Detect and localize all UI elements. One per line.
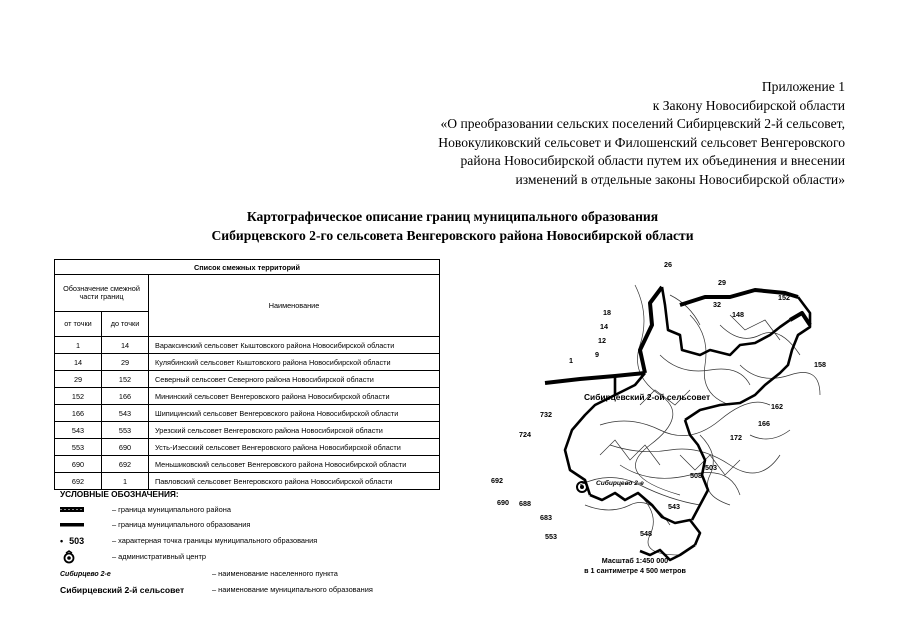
appendix-line: Новокуликовский сельсовет и Филошенский сельсовет Венгеровского [438,134,845,150]
point-label: 724 [519,430,531,439]
legend-desc: – административный центр [112,552,206,561]
table-row [55,354,440,371]
legend-item-municipal-boundary [60,518,440,532]
table-row [55,473,440,490]
cell-to: 166 [102,388,149,405]
point-label: 688 [519,499,531,508]
appendix-header [325,78,845,189]
point-label: 32 [713,300,721,309]
legend-symbol-text: Сибирцево 2-е [60,570,111,578]
settlement-map-label: Сибирцево 2-е [596,480,644,487]
map-legend [60,489,440,599]
appendix-line: «О преобразовании сельских поселений Сибирцевский 2-й сельсовет, [440,116,845,131]
table-header-to: до точки [102,312,149,337]
cell-from: 690 [55,456,102,473]
title-line-2: Сибирцевского 2-го сельсовета Венгеровского района Новосибирской области [211,227,694,243]
point-label: 732 [540,410,552,419]
scale-line-1: Масштаб 1:450 000 [601,556,669,565]
point-label: 29 [718,278,726,287]
legend-item-admin-center [60,550,440,564]
appendix-line: к Закону Новосибирской области [652,97,845,113]
district-boundary-symbol [60,503,84,517]
point-label: 158 [814,360,826,369]
cell-to: 553 [102,422,149,439]
cell-name: Кулябинский сельсовет Кыштовского района Новосибирской области [149,354,440,371]
point-label: 543 [668,502,680,511]
cell-from: 543 [55,422,102,439]
legend-item-municipality-name [60,583,440,597]
cell-name: Меньшиковский сельсовет Венгеровского района Новосибирской области [149,456,440,473]
point-label: 548 [640,529,652,538]
appendix-line: района Новосибирской области путем их объединения и внесении [460,153,845,168]
map-scale [555,556,715,575]
point-label: 148 [732,310,744,319]
cell-name: Павловский сельсовет Венгеровского района Новосибирской области [149,473,440,490]
table-row [55,371,440,388]
point-label: 9 [595,350,599,359]
point-label: 152 [778,293,790,302]
legend-item-settlement-name [60,567,440,581]
cell-name: Урезский сельсовет Венгеровского района Новосибирской области [149,422,440,439]
legend-desc: – граница муниципального образования [112,520,251,529]
legend-desc: – наименование населенного пункта [212,569,338,578]
cell-to: 14 [102,337,149,354]
cell-from: 553 [55,439,102,456]
legend-symbol-text: Сибирцевский 2-й сельсовет [60,585,185,595]
point-label: 690 [497,498,509,507]
scale-line-2: в 1 сантиметре 4 500 метров [584,565,686,575]
point-label: 692 [491,476,503,485]
boundary-point-symbol [60,534,84,548]
point-label: 166 [758,419,770,428]
cell-to: 152 [102,371,149,388]
cell-name: Усть-Изесский сельсовет Венгеровского района Новосибирской области [149,439,440,456]
table-header-group: Обозначение смежной части границ [55,275,149,312]
cell-from: 152 [55,388,102,405]
municipality-map-label: Сибирцевский 2-ой сельсовет [584,392,711,402]
cell-name: Северный сельсовет Северного района Новосибирской области [149,371,440,388]
map-canvas [491,255,870,585]
admin-center-icon [62,550,76,564]
point-label: 553 [545,532,557,541]
table-row [55,422,440,439]
cell-from: 29 [55,371,102,388]
adjacent-territories-table [54,259,440,490]
point-label: 503 [705,463,717,472]
point-label: 12 [598,336,606,345]
cell-name: Вараксинский сельсовет Кыштовского района Новосибирской области [149,337,440,354]
point-label: 1 [569,356,573,365]
municipal-boundary-symbol [60,518,84,532]
cell-to: 692 [102,456,149,473]
cell-from: 14 [55,354,102,371]
point-label: 14 [600,322,608,331]
legend-title: УСЛОВНЫЕ ОБОЗНАЧЕНИЯ: [60,489,179,499]
cell-from: 1 [55,337,102,354]
cell-to: 690 [102,439,149,456]
point-label: 172 [730,433,742,442]
legend-item-boundary-point [60,534,440,548]
point-dot-icon: • [60,536,64,546]
cell-to: 29 [102,354,149,371]
settlement-name-symbol [60,567,111,581]
table-row [55,388,440,405]
table-header-name: Наименование [149,275,440,337]
table-header-from: от точки [55,312,102,337]
point-label: 162 [771,402,783,411]
boundary-map [491,255,870,585]
cell-to: 543 [102,405,149,422]
legend-item-district-boundary [60,503,440,517]
legend-desc: – характерная точка границы муниципального образования [112,536,318,545]
table-row [55,405,440,422]
cell-to: 1 [102,473,149,490]
table-row [55,456,440,473]
admin-center-marker [577,482,587,492]
table-row [55,337,440,354]
appendix-line: изменений в отдельные законы Новосибирской области» [515,171,845,187]
table-caption: Список смежных территорий [55,260,440,275]
point-label: 18 [603,308,611,317]
cell-from: 166 [55,405,102,422]
legend-desc: – граница муниципального района [112,505,231,514]
title-line-1: Картографическое описание границ муниципального образования [246,209,659,224]
appendix-line: Приложение 1 [761,79,845,94]
table-row [55,439,440,456]
cell-from: 692 [55,473,102,490]
legend-desc: – наименование муниципального образования [212,585,373,594]
legend-symbol-text: 503 [69,536,85,546]
point-label: 508 [690,471,702,480]
cell-name: Мининский сельсовет Венгеровского района Новосибирской области [149,388,440,405]
municipality-name-symbol [60,583,184,597]
cell-name: Шипицинский сельсовет Венгеровского района Новосибирской области [149,405,440,422]
point-label: 683 [540,513,552,522]
point-label: 26 [664,260,672,269]
document-title [0,208,905,245]
